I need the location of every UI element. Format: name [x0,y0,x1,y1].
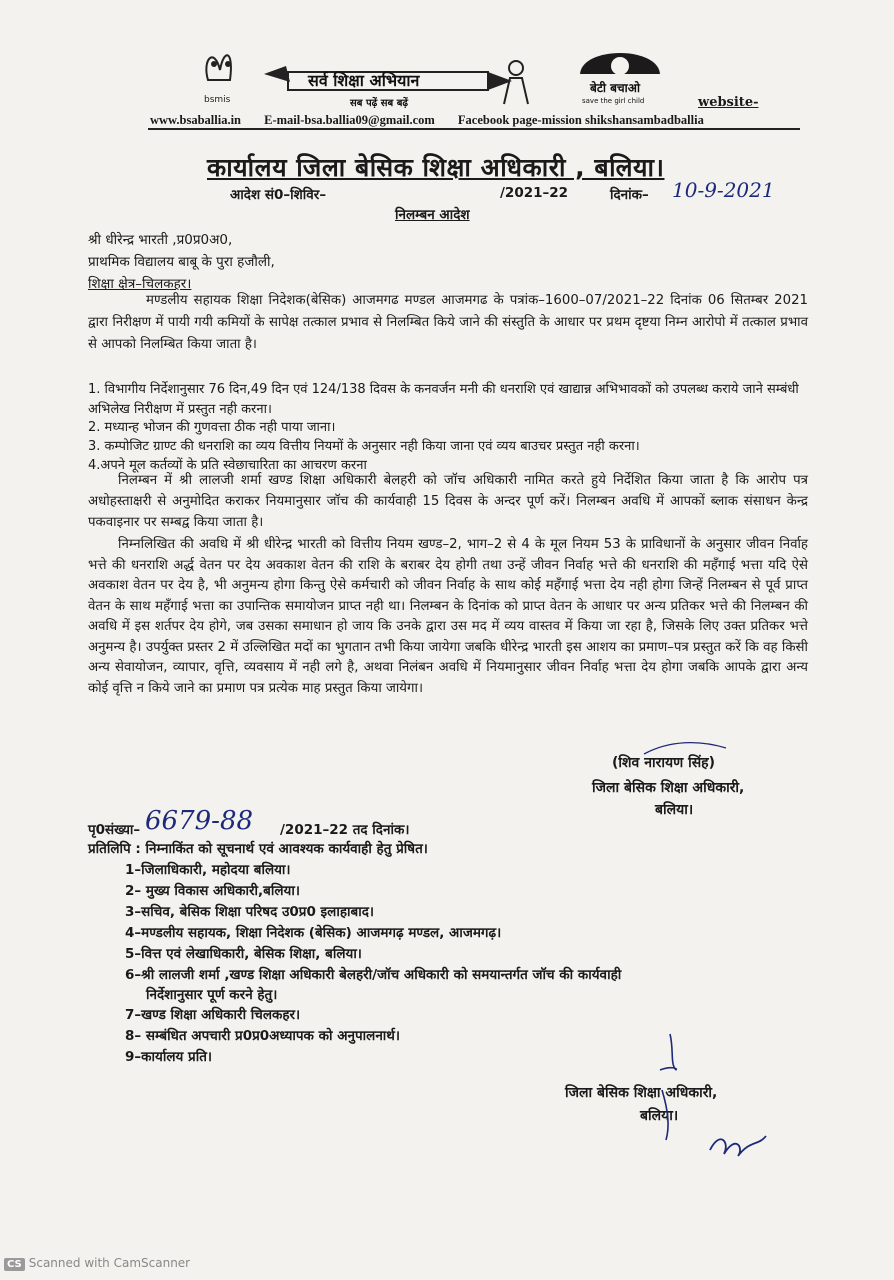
contact-line [150,113,724,128]
sss-title: सर्व शिक्षा अभियान [308,71,420,90]
beti-bachao-logo [572,40,668,106]
office-title: कार्यालय जिला बेसिक शिक्षा अधिकारी , बलिया। [207,153,665,182]
bhaiya-logo [496,58,536,106]
website-url[interactable]: www.bsaballia.in [150,113,242,127]
header-rule [148,128,800,130]
order-date-handwritten: 10-9-2021 [672,178,775,202]
paragraph-3: निम्नलिखित की अवधि में श्री धीरेन्द्र भारती को वित्तीय नियम खण्ड–2, भाग–2 से 4 के मूल नियम 53 के प्राविधानों के अनुसार जीवन निर्वाह भत्ते की धनराशि अर्द्ध वेतन पर देय अवकाश वेतन की राशि के बराबर देय होगी तथा उन्हें जीवन निर्वाह भत्ते की धनराशि की महँगाई भत्ता यदि ऐसे अवकाश वेतन पर देय है, भी अनुमन्य होगा किन्तु ऐसे कर्मचारी को जीवन निर्वाह के साथ कोई महँगाई भत्ता देय नही होगा जिन्हें निलम्बन से पूर्व प्राप्त वेतन के साथ महँगाई भत्ता का उपान्तिक समायोजन प्राप्त नही था। निलम्बन के दिनांक को प्राप्त वेतन के आधार पर अन्य प्रतिकर भत्ते की निलम्बन की अवधि में इस शर्तपर देय होगे, जब उसका समाधान हो जाय कि उनके द्वारा उस मद में व्यय वास्तव में किया जा रहा है, जिसके लिए उक्त प्रतिकर भत्ते अनुमन्य है। उपर्युक्त प्रस्तर 2 में उल्लिखित मदों का भुगतान तभी किया जायेगा जबकि धीरेन्द्र भारती इस आशय का प्रमाण–पत्र प्रस्तुत करें कि वह किसी अन्य सेवायोजन, व्यापार, वृत्ति, व्यवसाय में नही लगे है, अथवा निलंबन अवधि में नियमानुसार जीवन निर्वाह भत्ता देय होगा जबकि आपके द्वारा अन्य कोई वृत्ति न किये जाने का प्रमाण पत्र प्रत्येक माह प्रस्तुत किया जायेगा। [88,537,808,696]
addressee-line-1: श्री धीरेन्द्र भारती ,प्र0प्र0अ0, [88,232,233,248]
handwritten-signature [640,1030,780,1170]
endorsement-suffix: /2021–22 तद दिनांक। [280,822,410,838]
email-address[interactable]: E-mail-bsa.ballia09@gmail.com [264,113,435,127]
signature-stroke-1 [640,738,730,758]
charge-2: 2. मध्यान्ह भोजन की गुणवत्ता ठीक नही पाया जाना। [88,420,336,435]
paragraph-1: मण्डलीय सहायक शिक्षा निदेशक(बेसिक) आजमगढ मण्डल आजमगढ के पत्रांक–1600–07/2021–22 दिनांक 06 सितम्बर 2021 द्वारा निरीक्षण में पायी गयी कमियों के सापेक्ष तत्काल प्रभाव से निलम्बित किये जाने की संस्तुति के आधार पर प्रथम दृष्टया निम्न आरोपो में तत्काल प्रभाव से आपको निलम्बित किया जाता है। [88,293,808,352]
header-logos [200,40,720,108]
addressee-line-2: प्राथमिक विद्यालय बाबू के पुरा हजौली, [88,254,275,270]
cc-item: 3–सचिव, बेसिक शिक्षा परिषद उ0प्र0 इलाहाबाद। [125,904,374,920]
signatory-designation: जिला बेसिक शिक्षा अधिकारी, [592,780,745,796]
cc-item-continuation: निर्देशानुसार पूर्ण करने हेतु। [146,987,278,1003]
cc-item: 6–श्री लालजी शर्मा ,खण्ड शिक्षा अधिकारी बेलहरी/जॉच अधिकारी को समयान्तर्गत जॉच की कार्यवाही [125,967,622,983]
camscanner-icon: CS [4,1258,25,1271]
cc-item: 5–वित्त एवं लेखाधिकारी, बेसिक शिक्षा, बलिया। [125,946,362,962]
signatory-name: (शिव नारायण सिंह) [612,755,715,771]
sss-banner-logo [260,52,520,108]
website-label: website- [698,95,759,110]
charge-3: 3. कम्पोजिट ग्राण्ट की धनराशि का व्यय वित्तीय नियमों के अनुसार नही किया जाना एवं व्यय बाउचर प्रस्तुत नही करना। [88,439,640,454]
scanner-text: Scanned with CamScanner [28,1256,191,1270]
cc-item: 2– मुख्य विकास अधिकारी,बलिया। [125,883,300,899]
cc-item: 4–मण्डलीय सहायक, शिक्षा निदेशक (बेसिक) आजमगढ़ मण्डल, आजमगढ़। [125,925,502,941]
charge-4: 4.अपने मूल कर्तव्यों के प्रति स्वेछाचारिता का आचरण करना [88,458,367,473]
endorsement-number-handwritten: 6679-88 [145,806,254,836]
cc-item: 1–जिलाधिकारी, महोदया बलिया। [125,862,291,878]
order-number-label: आदेश सं0–शिविर– [230,187,327,203]
officer-place: बलिया। [640,1108,679,1124]
scanner-badge [4,1256,190,1271]
endorsement-label: पृ0संख्या– [88,822,141,838]
order-year: /2021–22 [500,185,569,201]
cc-item: 8– सम्बंधित अपचारी प्र0प्र0अध्यापक को अनुपालनार्थ। [125,1028,401,1044]
sss-pencil-logo [200,40,244,106]
beti-title: बेटी बचाओ [590,81,641,95]
officer-designation: जिला बेसिक शिक्षा अधिकारी, [565,1085,718,1101]
cc-item: 7–खण्ड शिक्षा अधिकारी चिलकहर। [125,1007,301,1023]
paragraph-2: निलम्बन में श्री लालजी शर्मा खण्ड शिक्षा अधिकारी बेलहरी को जॉच अधिकारी नामित करते हुये निर्देशित किया जाता है कि आरोप पत्र अधोहस्ताक्षरी से अनुमोदित कराकर नियमानुसार जॉच की कार्यवाही 15 दिवस के अन्दर पूर्ण करें। निलम्बन अवधि में आपकों ब्लाक संसाधन केन्द्र पकवाइनार पर सम्बद्व किया जाता है। [88,473,808,530]
addressee-line-3: शिक्षा क्षेत्र–चिलकहर। [88,276,192,292]
order-title: निलम्बन आदेश [395,207,470,223]
charge-1: 1. विभागीय निर्देशानुसार 76 दिन,49 दिन एवं 124/138 दिवस के कनवर्जन मनी की धनराशि एवं खाद्यान्न अभिभावकों को उपलब्ध कराये जाने सम्बंधी अभिलेख निरीक्षण में प्रस्तुत नही करना। [88,382,799,417]
sss-tagline: सब पढ़ें सब बढ़ें [350,98,409,108]
order-date-label: दिनांक– [610,187,649,203]
signatory-place: बलिया। [655,802,694,818]
facebook-page[interactable]: Facebook page-mission shikshansambadballia [457,113,704,127]
left-logo-text: bsmis [204,95,231,105]
beti-tagline: save the girl child [582,97,645,105]
cc-item: 9–कार्यालय प्रति। [125,1049,213,1065]
cc-title: प्रतिलिपि : निम्नाकिंत को सूचनार्थ एवं आवश्यक कार्यवाही हेतु प्रेषित। [88,841,428,857]
